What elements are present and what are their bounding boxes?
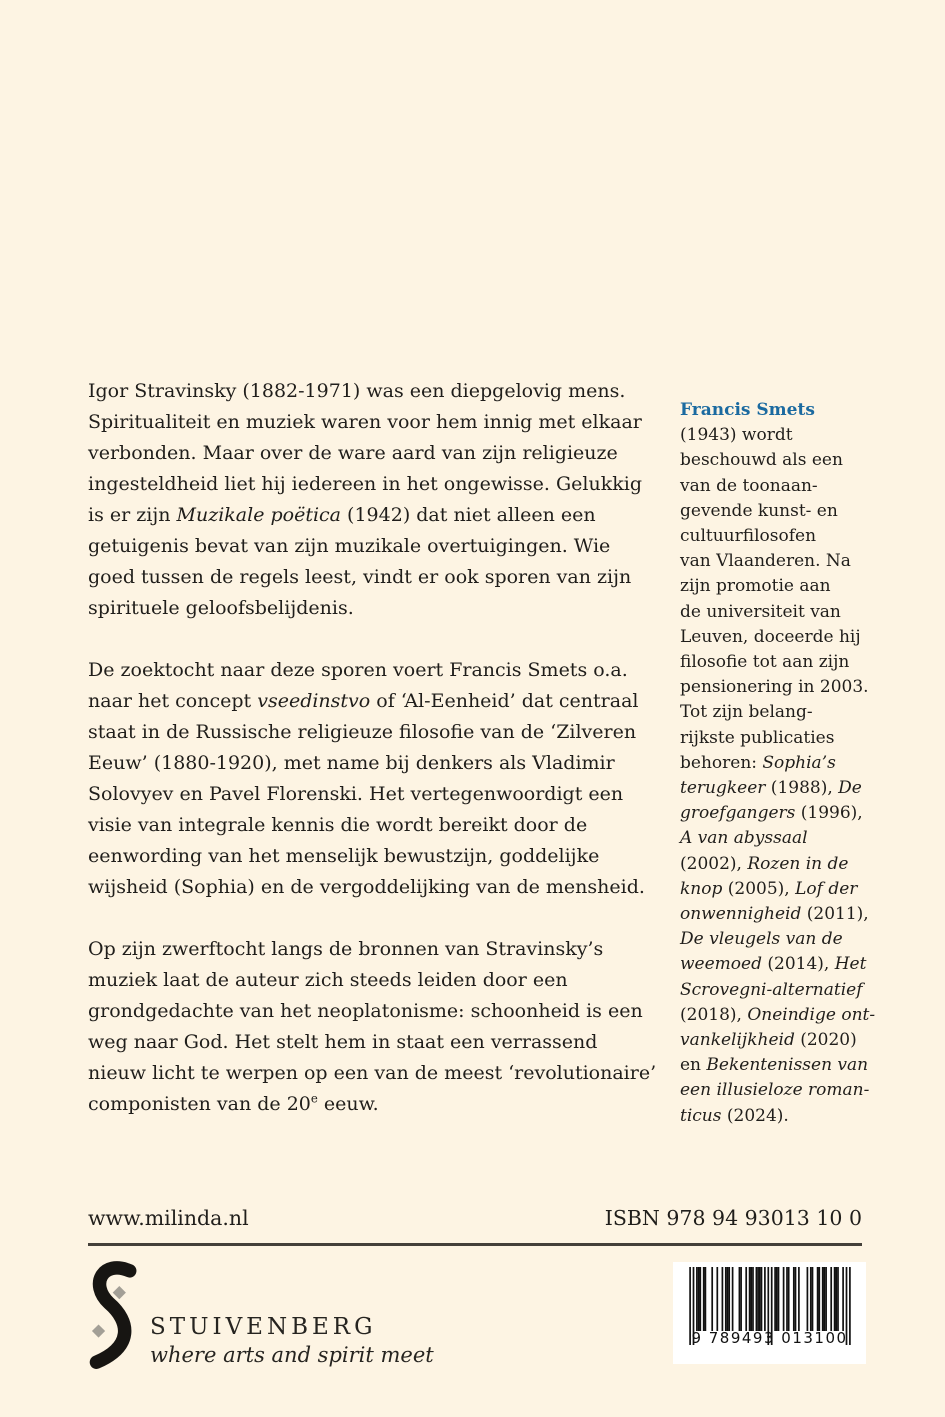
publisher-website: www.milinda.nl [88, 1206, 249, 1230]
divider-rule [88, 1243, 862, 1246]
logo-diamond-bottom [92, 1324, 105, 1337]
author-bio-text: (1943) wordt beschouwd als een van de toonaan- gevende kunst- en cultuurfilosofen van Vlaanderen. Na zijn promotie aan de universiteit van Leuven, doceerde hij filosofie tot aan zijn pensionering in 2003. Tot zijn belang- rijkste publicaties behoren: Sophia’s terugkeer (1988), De groefgangers (1996), A van abyssaal (2002), Rozen in de knop (2005), Lof der onwennigheid (2011), De vleugels van de weemoed (2014), Het Scrovegni-alternatief (2018), Oneindige ont- vankelijkheid (2020) en Bekentenissen van een illusieloze roman- ticus (2024). [680, 425, 876, 1126]
blurb-paragraph-1: Igor Stravinsky (1882-1971) was een diepgelovig mens. Spiritualiteit en muziek waren voor hem innig met elkaar verbonden. Maar over de ware aard van zijn religieuze ingesteldheid liet hij iedereen in het ongewisse. Gelukkig is er zijn Muzikale poëtica (1942) dat niet alleen een getuigenis bevat van zijn muzikale overtuigingen. Wie goed tussen de regels leest, vindt er ook sporen van zijn spirituele geloofsbelijdenis. [88, 380, 642, 619]
stuivenberg-s-logo-icon [84, 1260, 138, 1372]
publisher-block [150, 1314, 434, 1367]
author-bio-column [680, 398, 876, 1129]
author-name: Francis Smets [680, 400, 815, 420]
barcode [673, 1262, 866, 1364]
blurb-paragraph-2: De zoektocht naar deze sporen voert Francis Smets o.a. naar het concept vseedinstvo of ‘Al-Eenheid’ dat centraal staat in de Russische religieuze filosofie van de ‘Zilveren Eeuw’ (1880-1920), met name bij denkers als Vladimir Solovyev en Pavel Florenski. Het vertegenwoordigt een visie van integrale kennis die wordt bereikt door de eenwording van het menselijk bewustzijn, goddelijke wijsheid (Sophia) en de vergoddelijking van de mensheid. [88, 659, 645, 898]
barcode-number: 9 789493 013100 [691, 1329, 848, 1347]
blurb-column [88, 376, 660, 1151]
blurb-paragraph-3: Op zijn zwerftocht langs de bronnen van Stravinsky’s muziek laat de auteur zich steeds leiden door een grondgedachte van het neoplatonisme: schoonheid is een weg naar God. Het stelt hem in staat een verrassend nieuw licht te werpen op een van de meest ‘revolutionaire’ componisten van de 20e eeuw. [88, 938, 657, 1115]
footer-row [88, 1206, 862, 1230]
isbn-text: ISBN 978 94 93013 10 0 [604, 1206, 862, 1230]
publisher-tagline: where arts and spirit meet [150, 1343, 434, 1367]
publisher-name: STUIVENBERG [150, 1314, 377, 1340]
logo-diamond-top [113, 1286, 126, 1299]
